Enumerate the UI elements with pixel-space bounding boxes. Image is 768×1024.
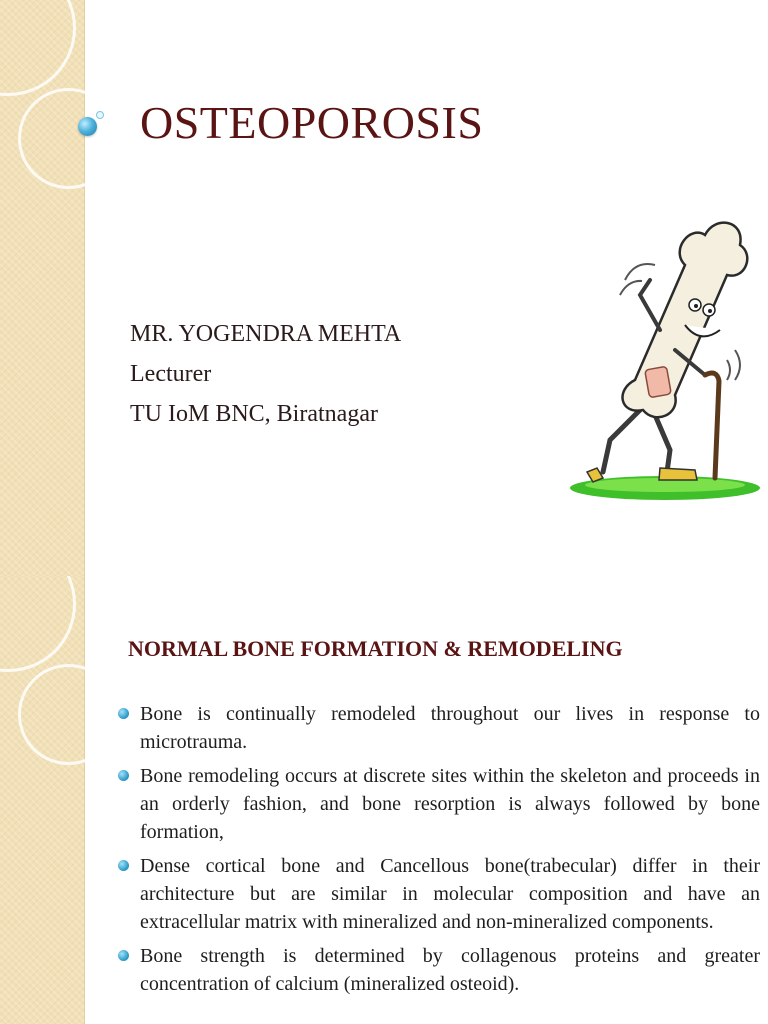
bullet-text: Dense cortical bone and Cancellous bone(trabecular) differ in their architecture but are similar in molecular composition and have an extracellular matrix with mineralized and non-mineralized components.	[140, 855, 760, 933]
bullet-text: Bone strength is determined by collagenous proteins and greater concentration of calcium (mineralized osteoid).	[140, 945, 760, 995]
bullet-dot-icon	[118, 770, 129, 781]
decorative-side-band	[0, 0, 85, 576]
author-name: MR. YOGENDRA MEHTA	[130, 321, 402, 347]
bullet-list	[118, 700, 760, 1004]
bone-character-illustration	[555, 210, 765, 505]
content-slide	[0, 576, 768, 1024]
title-bullet-dot	[78, 117, 97, 136]
bullet-item	[118, 942, 760, 998]
author-block	[130, 314, 401, 434]
decorative-side-band	[0, 576, 85, 1024]
bullet-dot-icon	[118, 860, 129, 871]
bullet-item	[118, 852, 760, 936]
decorative-ring	[18, 664, 119, 765]
bullet-text: Bone is continually remodeled throughout our lives in response to microtrauma.	[140, 703, 760, 753]
bullet-dot-icon	[118, 708, 129, 719]
bullet-text: Bone remodeling occurs at discrete sites within the skeleton and proceeds in an orderly fashion, and bone resorption is always followed by bone formation,	[140, 765, 760, 843]
author-role: Lecturer	[130, 361, 212, 387]
decorative-ring	[0, 576, 76, 672]
author-institution: TU IoM BNC, Biratnagar	[130, 401, 378, 427]
decorative-ring	[18, 88, 119, 189]
bullet-item	[118, 700, 760, 756]
title-bullet-small-dot	[96, 111, 104, 119]
decorative-ring	[0, 0, 76, 96]
bullet-dot-icon	[118, 950, 129, 961]
slide-title: OSTEOPOROSIS	[140, 97, 484, 148]
slide-heading: NORMAL BONE FORMATION & REMODELING	[128, 636, 623, 661]
bullet-item	[118, 762, 760, 846]
